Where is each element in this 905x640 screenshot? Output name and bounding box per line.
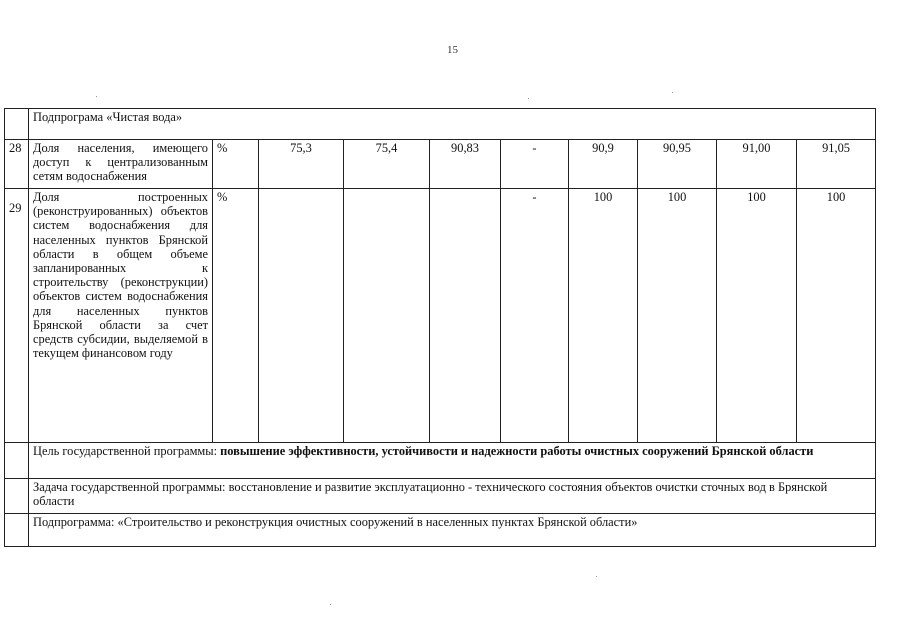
row-number-cell xyxy=(5,109,29,140)
value-cell xyxy=(259,189,344,443)
table-row xyxy=(5,140,876,189)
scan-speck xyxy=(596,576,597,577)
indicator-name: Доля построенных (реконструированных) объектов систем водоснабжения для населенных пунктов Брянской области в общем объеме запланированных к строительству (реконструкции) объектов систем водоснабжения для населенных пунктов Брянской области за счет средств субсидии, выделяемой в текущем финансовом году xyxy=(29,189,213,443)
goal-text: повышение эффективности, устойчивости и надежности работы очистных сооружений Брянской области xyxy=(220,444,814,458)
value-cell: 91,05 xyxy=(797,140,876,189)
value-cell: - xyxy=(501,189,569,443)
row-number-cell xyxy=(5,443,29,479)
unit-cell: % xyxy=(213,140,259,189)
program-task: Задача государственной программы: восстановление и развитие эксплуатационно - технического состояния объектов очистки сточных вод в Брянской области xyxy=(29,479,876,514)
value-cell: 90,83 xyxy=(430,140,501,189)
scan-speck xyxy=(96,96,97,97)
scan-speck xyxy=(672,92,673,93)
indicators-table xyxy=(4,108,876,547)
subprogram-row xyxy=(5,109,876,140)
scan-speck xyxy=(330,604,331,605)
value-cell: - xyxy=(501,140,569,189)
value-cell: 100 xyxy=(797,189,876,443)
scan-speck xyxy=(528,98,529,99)
row-number-cell xyxy=(5,514,29,547)
value-cell: 100 xyxy=(638,189,717,443)
value-cell xyxy=(344,189,430,443)
value-cell: 90,9 xyxy=(569,140,638,189)
table-row xyxy=(5,189,876,443)
value-cell: 90,95 xyxy=(638,140,717,189)
row-number-cell xyxy=(5,479,29,514)
value-cell: 75,4 xyxy=(344,140,430,189)
value-cell: 100 xyxy=(569,189,638,443)
subprogram-row xyxy=(5,514,876,547)
program-goal xyxy=(29,443,876,479)
task-row xyxy=(5,479,876,514)
subprogram-title: Подпрограмма: «Строительство и реконструкция очистных сооружений в населенных пунктах Брянской области» xyxy=(29,514,876,547)
goal-row xyxy=(5,443,876,479)
goal-prefix: Цель государственной программы: xyxy=(33,444,221,458)
subprogram-title: Подпрограма «Чистая вода» xyxy=(29,109,876,140)
value-cell: 75,3 xyxy=(259,140,344,189)
row-number: 28 xyxy=(5,140,29,189)
value-cell xyxy=(430,189,501,443)
indicator-name: Доля населения, имеющего доступ к централизованным сетям водоснабжения xyxy=(29,140,213,189)
row-number: 29 xyxy=(5,189,29,443)
value-cell: 100 xyxy=(717,189,797,443)
value-cell: 91,00 xyxy=(717,140,797,189)
unit-cell: % xyxy=(213,189,259,443)
page-number: 15 xyxy=(447,44,458,56)
